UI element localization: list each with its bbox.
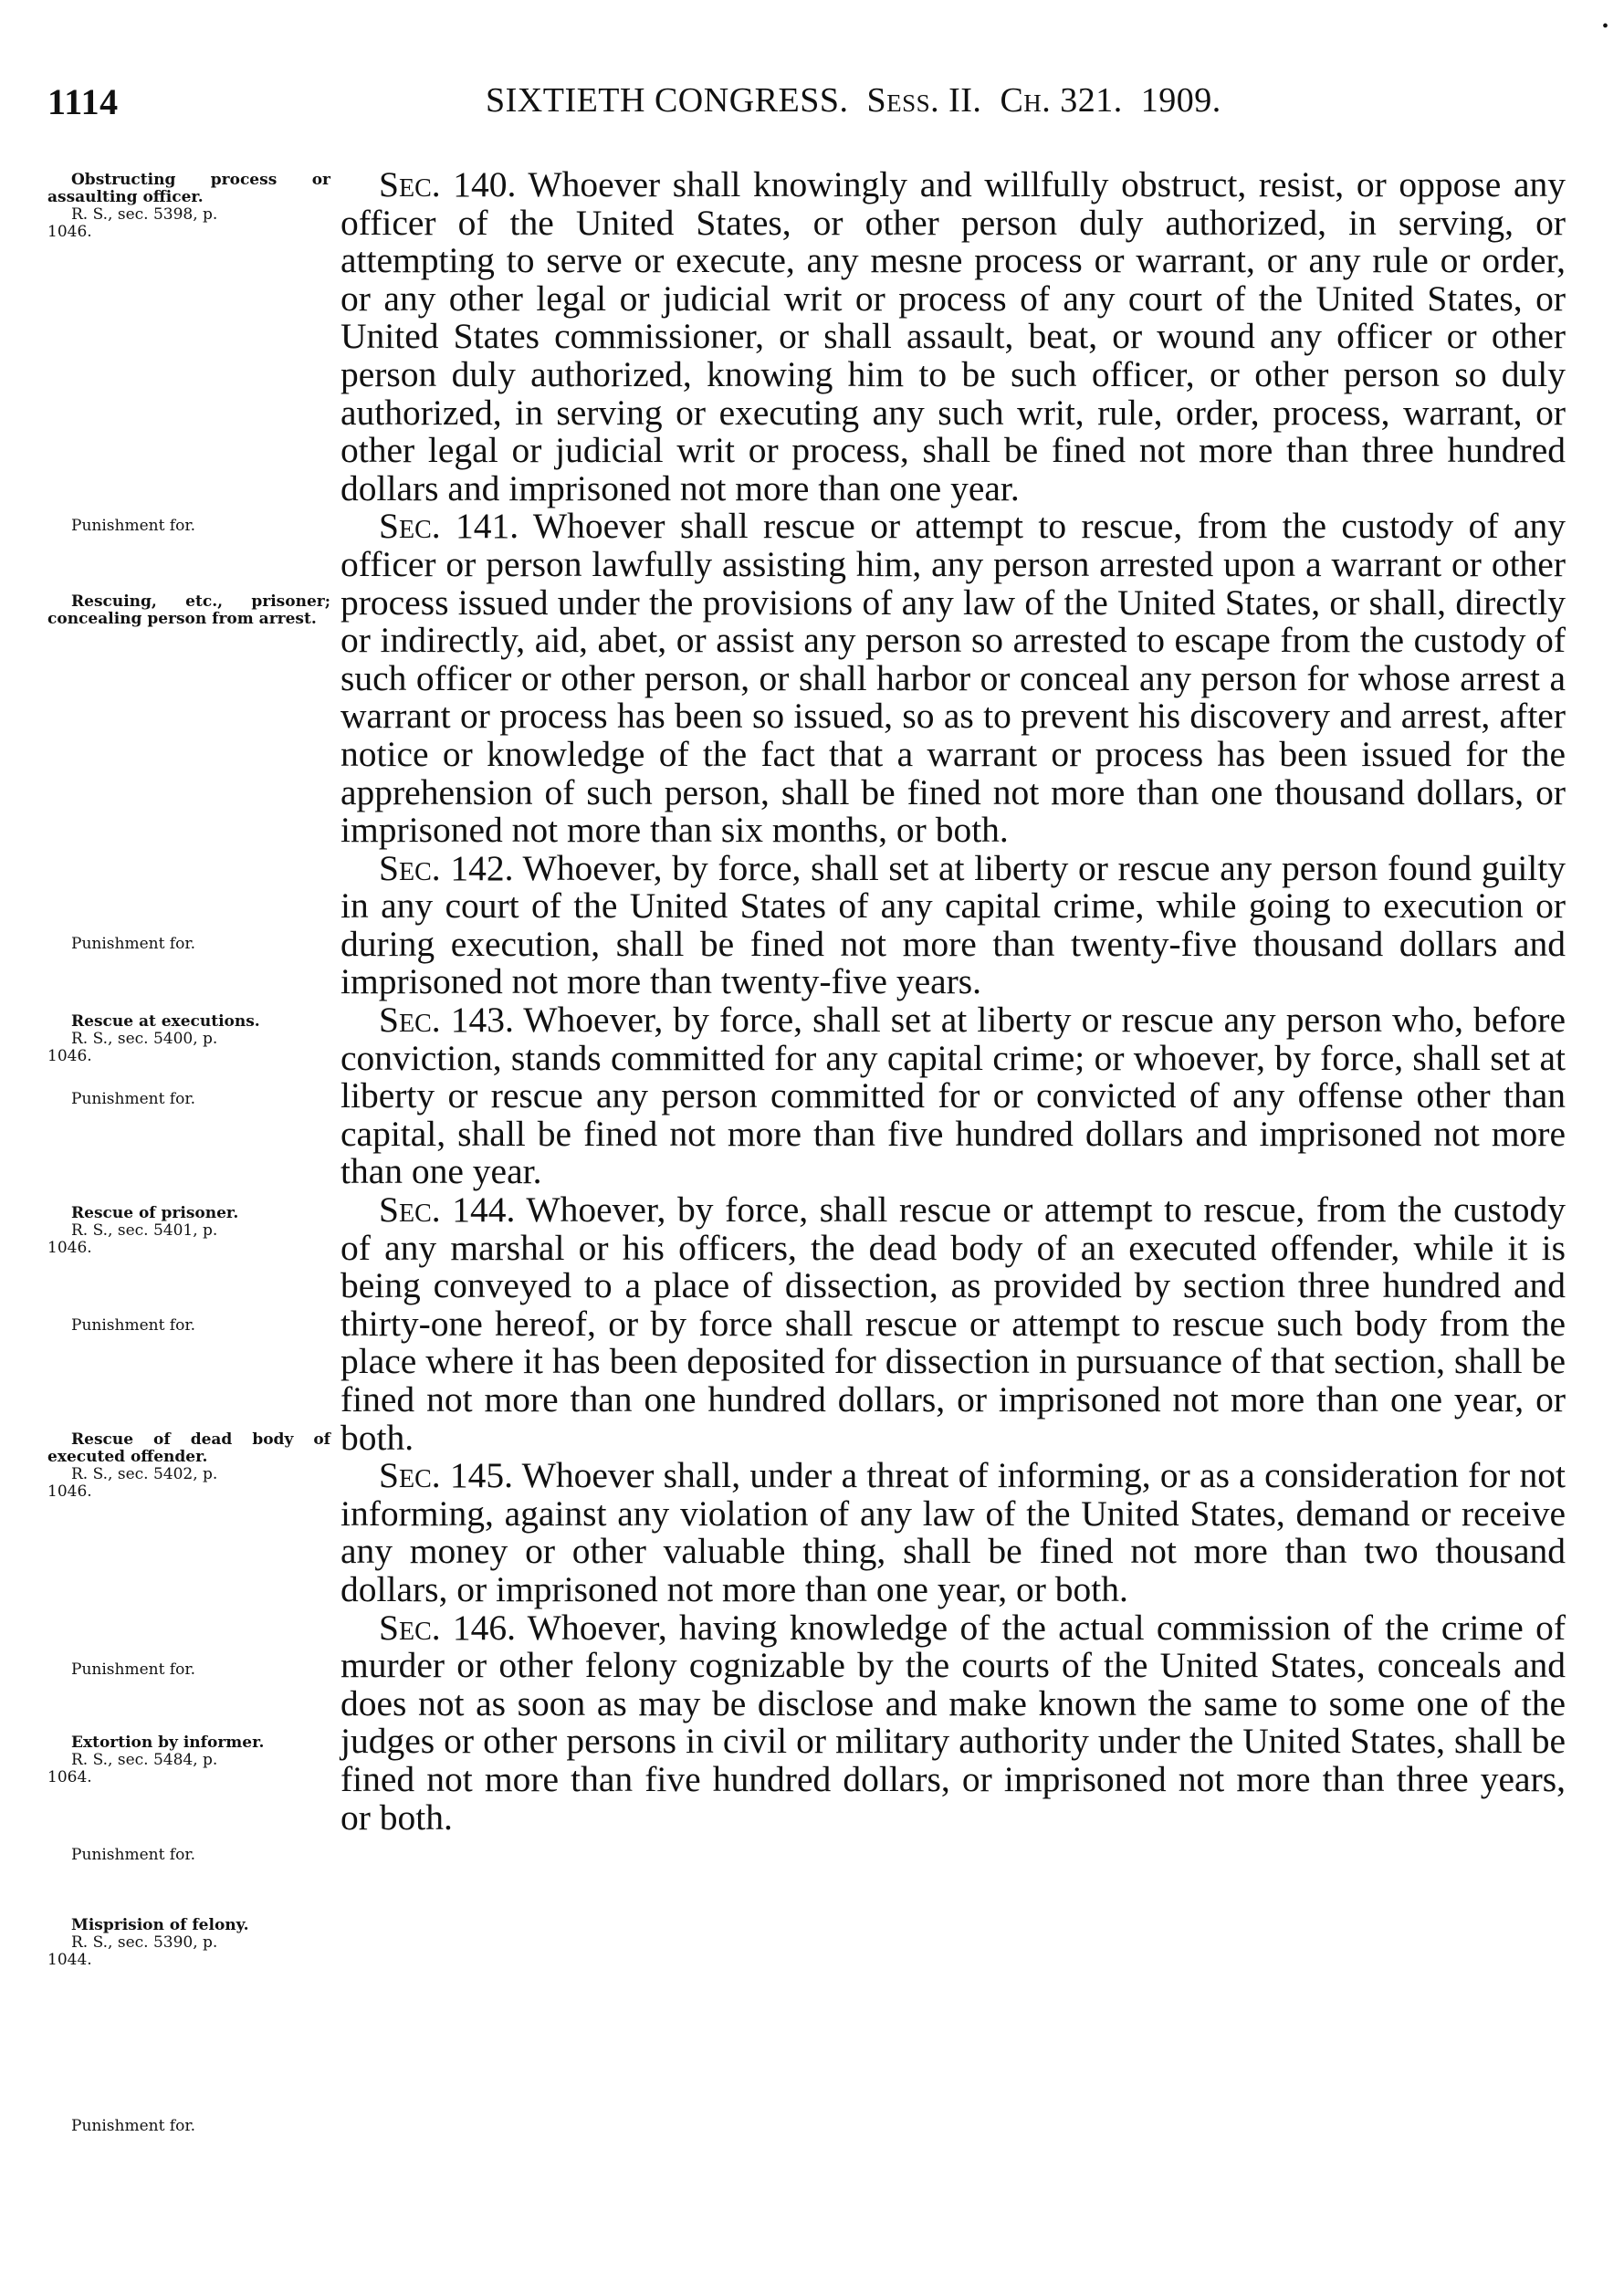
margin-note-punishment: Punishment for. bbox=[71, 517, 195, 535]
margin-note-label: Rescue of prisoner. bbox=[71, 1204, 239, 1222]
session-label: Sess. II. bbox=[866, 81, 982, 120]
section-text: Whoever, having knowledge of the actual commission of the crime of murder or other felony cognizable by the courts of the United States, conceals and does not as soon as may be disclose and make known the same to some one of the judges or other persons in civil or military authority under the United States, shall be fined not more than five hundred dollars, or imprisoned not more than three years, or both. bbox=[341, 1607, 1566, 1838]
section-label: Sec. 145. bbox=[379, 1455, 514, 1496]
margin-note-reference: R. S., sec. 5400, p. bbox=[71, 1030, 218, 1048]
margin-note bbox=[47, 1734, 330, 1786]
page-number: 1114 bbox=[47, 81, 119, 122]
margin-note-punishment: Punishment for. bbox=[71, 1846, 195, 1864]
margin-note-reference-page: 1046. bbox=[47, 223, 92, 241]
section-141 bbox=[341, 508, 1566, 849]
margin-note-label: Obstructing process or assaulting officer. bbox=[47, 171, 330, 206]
margin-note-reference-page: 1046. bbox=[47, 1047, 92, 1065]
section-144 bbox=[341, 1191, 1566, 1457]
section-label: Sec. 142. bbox=[379, 847, 514, 888]
margin-note-reference-page: 1064. bbox=[47, 1768, 92, 1786]
year-label: 1909. bbox=[1140, 81, 1221, 120]
section-146 bbox=[341, 1609, 1566, 1838]
section-label: Sec. 146. bbox=[379, 1607, 517, 1648]
section-text: Whoever shall, under a threat of informing, or as a consideration for not informing, against any violation of any law of the United States, demand or receive any money or other valuable thing, shall be fined not more than two thousand dollars, or imprisoned not more than one year, or both. bbox=[341, 1455, 1566, 1609]
margin-note-punishment: Punishment for. bbox=[71, 1660, 195, 1679]
margin-note-reference: R. S., sec. 5484, p. bbox=[71, 1751, 218, 1769]
margin-note-punishment: Punishment for. bbox=[71, 935, 195, 953]
section-140 bbox=[341, 166, 1566, 508]
section-text: Whoever, by force, shall set at liberty or rescue any person found guilty in any court of the United States of any capital crime, while going to execution or during execution, shall be fined not more than twenty-five thousand dollars and imprisoned not more than twenty-five years. bbox=[341, 847, 1566, 1002]
section-text: Whoever, by force, shall set at liberty or rescue any person who, before conviction, stands committed for any capital crime; or whoever, by force, shall set at liberty or rescue any person committed for or convicted of any offense other than capital, shall be fined not more than five hundred dollars and imprisoned not more than one year. bbox=[341, 1000, 1566, 1192]
section-143 bbox=[341, 1001, 1566, 1191]
margin-note-punishment: Punishment for. bbox=[71, 2117, 195, 2135]
margin-note-reference: R. S., sec. 5401, p. bbox=[71, 1221, 218, 1240]
margin-note-reference-page: 1046. bbox=[47, 1482, 92, 1501]
margin-note-label: Rescue at executions. bbox=[71, 1012, 260, 1031]
running-title bbox=[486, 80, 1221, 120]
section-142 bbox=[341, 847, 1566, 1002]
section-text: Whoever, by force, shall rescue or attempt to rescue, from the custody of any marshal or his officers, the dead body of an executed offender, while it is being conveyed to a place of dissection, as provided by section three hundred and thirty-one hereof, or by force shall rescue or attempt to rescue such body from the place where it has been deposited for dissection in pursuance of that section, shall be fined not more than one hundred dollars, or imprisoned not more than one year, or both. bbox=[341, 1189, 1566, 1458]
margin-note-label: Rescuing, etc., prisoner; concealing person from arrest. bbox=[47, 592, 330, 628]
margin-note-punishment: Punishment for. bbox=[71, 1090, 195, 1108]
main-text bbox=[341, 166, 1566, 1837]
margin-note bbox=[47, 1013, 330, 1065]
margin-note bbox=[47, 172, 330, 241]
section-145 bbox=[341, 1457, 1566, 1608]
margin-note-reference-page: 1046. bbox=[47, 1239, 92, 1257]
margin-note-reference-page: 1044. bbox=[47, 1951, 92, 1969]
margin-note bbox=[47, 593, 330, 628]
section-label: Sec. 140. bbox=[379, 164, 517, 204]
scan-speck: • bbox=[1602, 16, 1609, 37]
section-text: Whoever shall knowingly and willfully obstruct, resist, or oppose any officer of the United States, or other person duly authorized, in serving, or attempting to serve or execute, any mesne process or warrant, or any rule or order, or any other legal or judicial writ or process of any court of the United States, or United States commissioner, or shall assault, beat, or wound any officer or other person duly authorized, knowing him to be such officer, or other person so duly authorized, in serving or executing any such writ, rule, order, process, warrant, or other legal or judicial writ or process, shall be fined not more than three hundred dollars and imprisoned not more than one year. bbox=[341, 164, 1566, 508]
margin-note-label: Misprision of felony. bbox=[71, 1916, 249, 1934]
section-label: Sec. 141. bbox=[379, 506, 519, 547]
margin-note bbox=[47, 1205, 330, 1257]
running-header bbox=[47, 80, 1554, 126]
chapter-label: Ch. 321. bbox=[1000, 81, 1123, 120]
section-label: Sec. 143. bbox=[379, 1000, 514, 1041]
margin-note-punishment: Punishment for. bbox=[71, 1316, 195, 1335]
section-text: Whoever shall rescue or attempt to rescue, from the custody of any officer or person lawfully assisting him, any person arrested upon a warrant or other process issued under the provisions of any law of the United States, or shall, directly or indirectly, aid, abet, or assist any person so arrested to escape from the custody of such officer or other person, or shall harbor or conceal any person for whose arrest a warrant or process has been so issued, so as to prevent his discovery and arrest, after notice or knowledge of the fact that a warrant or process has been issued for the apprehension of such person, shall be fined not more than one thousand dollars, or imprisoned not more than six months, or both. bbox=[341, 506, 1566, 851]
margin-note-reference: R. S., sec. 5398, p. bbox=[71, 205, 218, 224]
margin-note-reference: R. S., sec. 5402, p. bbox=[71, 1465, 218, 1483]
margin-note-reference: R. S., sec. 5390, p. bbox=[71, 1933, 218, 1952]
margin-note-label: Rescue of dead body of executed offender. bbox=[47, 1430, 330, 1466]
congress-title: SIXTIETH CONGRESS. bbox=[486, 81, 849, 120]
margin-note bbox=[47, 1431, 330, 1501]
section-label: Sec. 144. bbox=[379, 1189, 516, 1231]
margin-note-label: Extortion by informer. bbox=[71, 1734, 265, 1752]
margin-note bbox=[47, 1917, 330, 1969]
